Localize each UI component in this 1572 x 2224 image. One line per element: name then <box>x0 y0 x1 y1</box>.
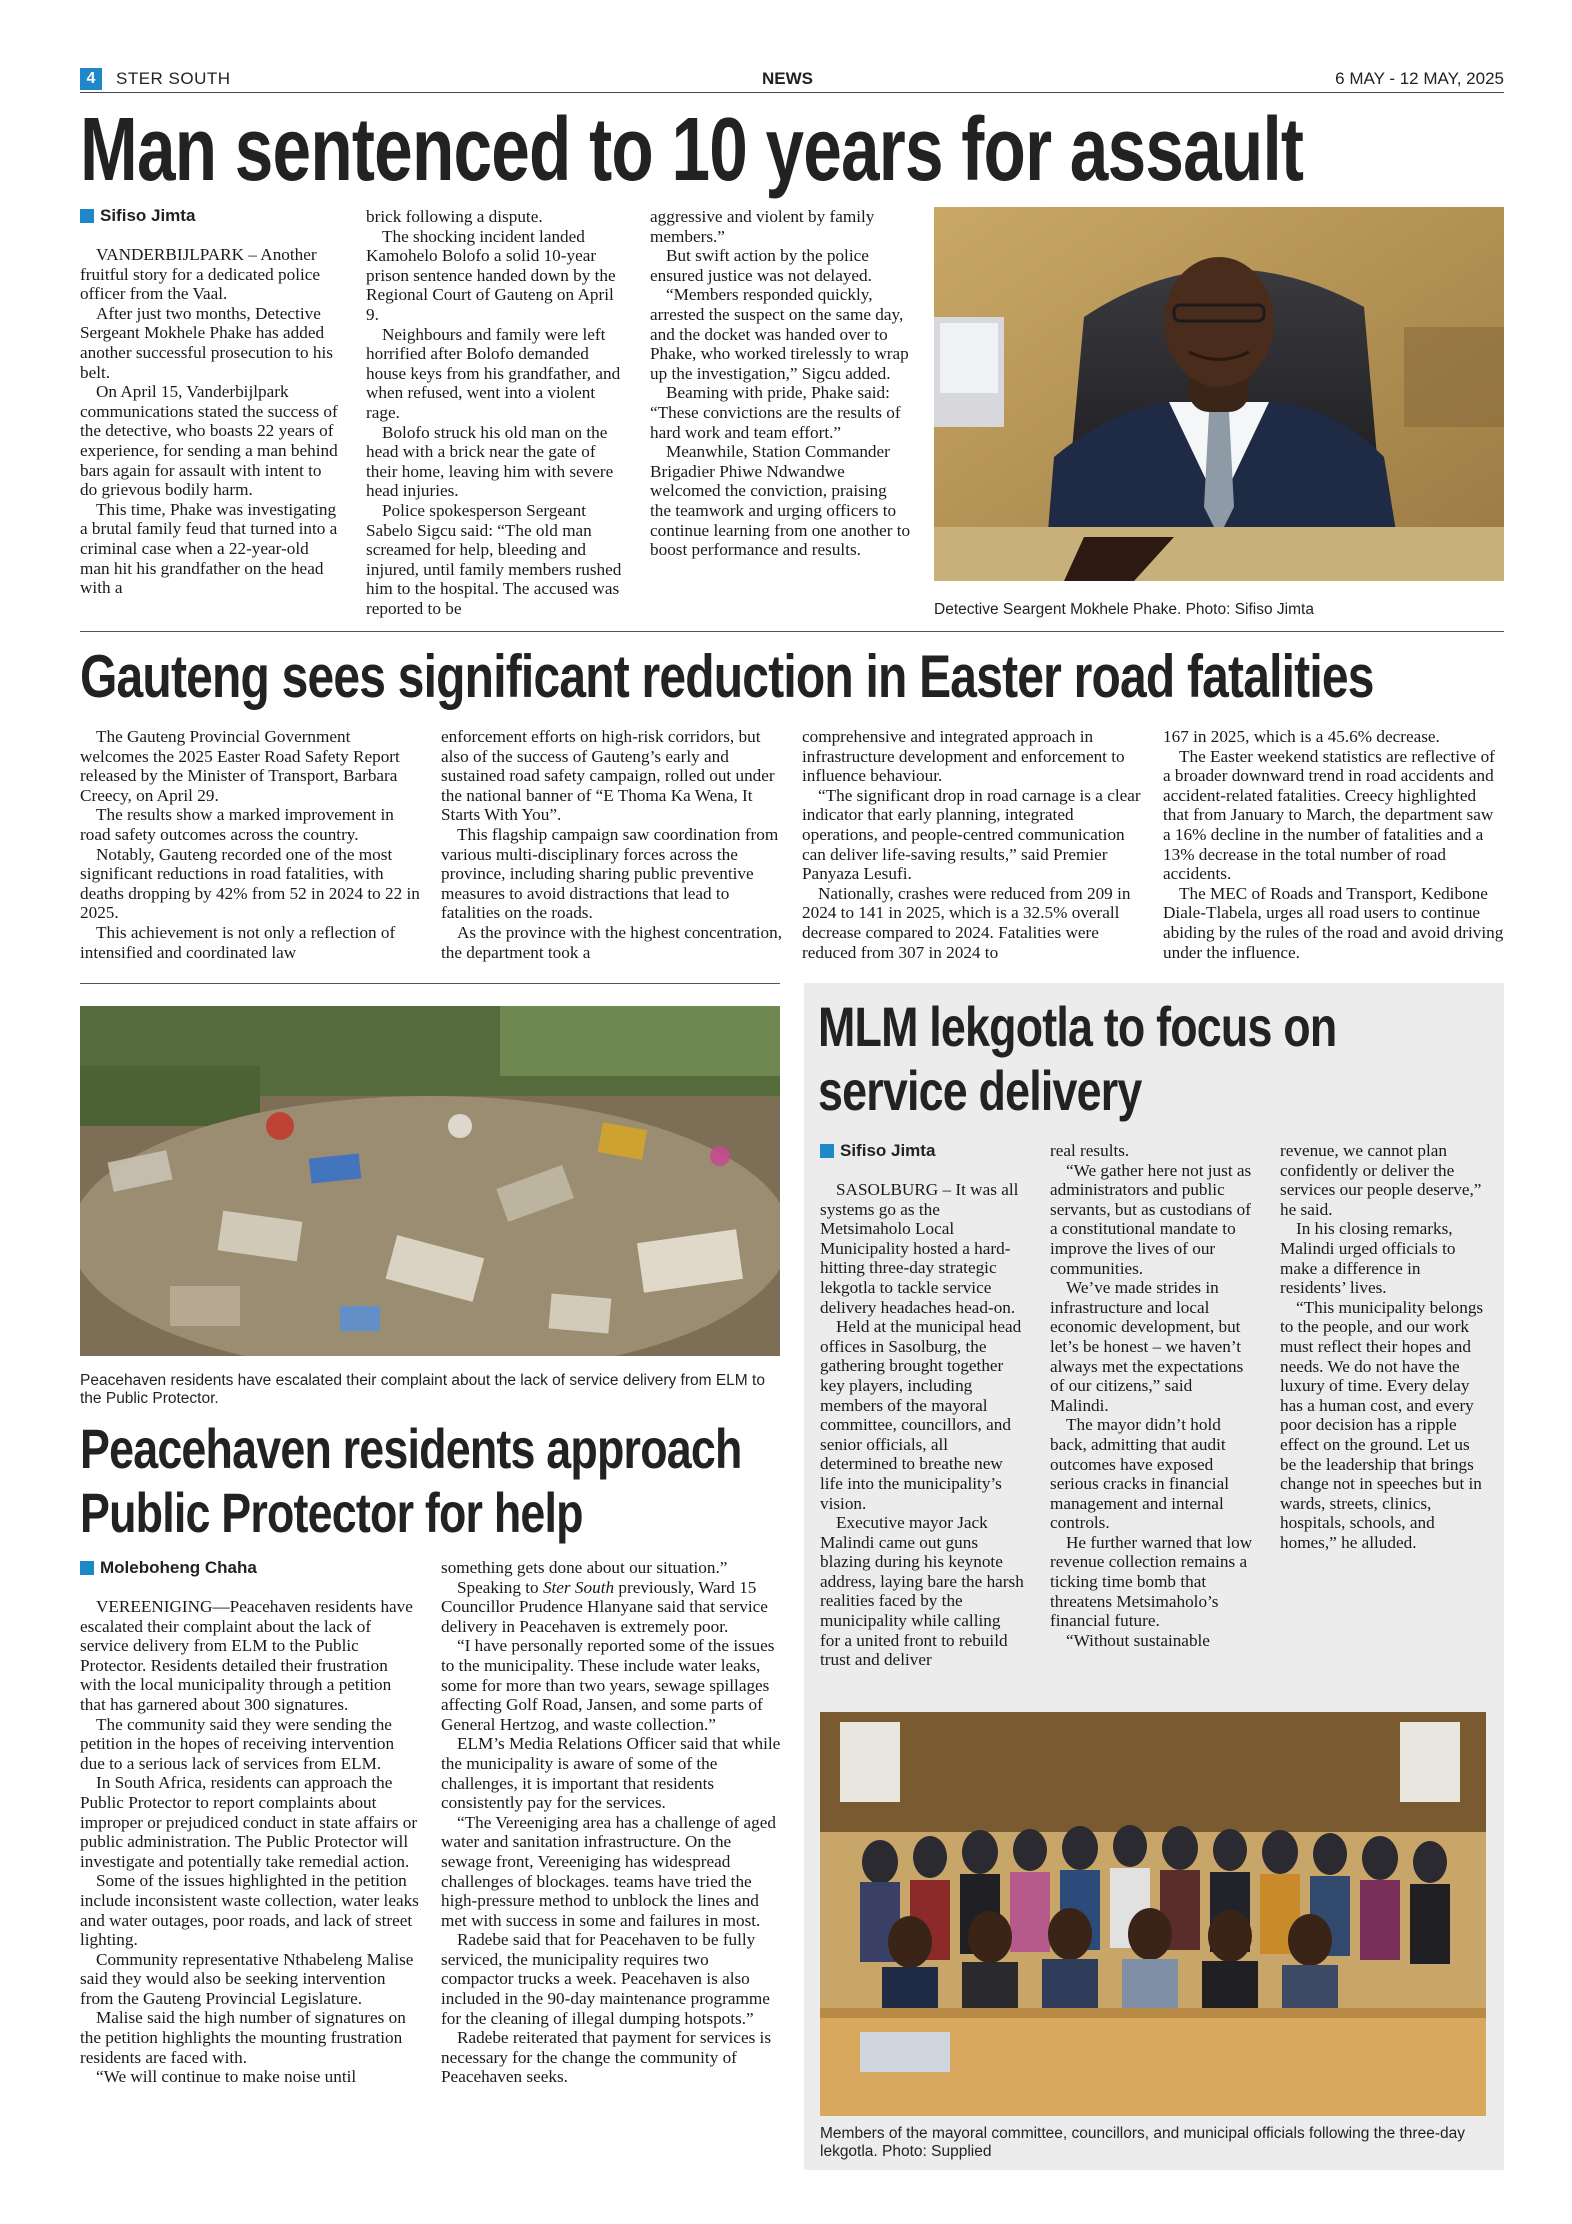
paragraph: real results. <box>1050 1141 1130 1160</box>
article2-col2 <box>441 727 783 962</box>
paragraph <box>441 1578 781 1637</box>
paragraph: “The Vereeniging area has a challenge of aged water and sanitation infrastructure. On the sewage front, Vereeniging has widespread challenges of blockages. teams have tried the high-pressure method to unblock the lines and met with success in some and failures in most. <box>441 1812 776 1930</box>
article3-col2 <box>441 1558 781 2087</box>
page-number-box <box>80 68 102 90</box>
article2-col4 <box>1163 727 1504 962</box>
article4-col3 <box>1280 1141 1488 1552</box>
paragraph: The Gauteng Provincial Government welcomes the 2025 Easter Road Safety Report released by the Minister of Transport, Barbara Creecy, on April 29. <box>80 727 400 805</box>
article4-col2 <box>1050 1141 1254 1650</box>
paragraph: As the province with the highest concentration, the department took a <box>441 922 783 962</box>
lekgotla-photo-caption: Members of the mayoral committee, councillors, and municipal officials following the three-day lekgotla. Photo: Supplied <box>820 2125 1465 2160</box>
paragraph: Nationally, crashes were reduced from 209 in 2024 to 141 in 2025, which is a 32.5% overall decrease compared to 2024. Fatalities were reduced from 307 in 2024 to <box>802 883 1131 962</box>
paragraph: Radebe reiterated that payment for services is necessary for the change the community of Peacehaven seeks. <box>441 2028 772 2087</box>
article4-headline-line2[interactable]: service delivery <box>818 1059 1142 1122</box>
article2-col1 <box>80 727 420 962</box>
paragraph: revenue, we cannot plan confidently or deliver the services our people deserve,” he said. <box>1280 1141 1482 1219</box>
paragraph: Held at the municipal head offices in Sasolburg, the gathering brought together key players, including members of the mayoral committee, councillors, and senior officials, all determined to breathe new life into the municipality’s vision. <box>820 1317 1022 1513</box>
article1-headline[interactable]: Man sentenced to 10 years for assault <box>80 100 1304 200</box>
masthead <box>80 66 1504 92</box>
lekgotla-group-photo <box>820 1712 1486 2116</box>
paragraph: Neighbours and family were left horrified after Bolofo demanded house keys from his grandfather, and when refused, went into a violent rage. <box>366 324 621 422</box>
paragraph: comprehensive and integrated approach in infrastructure development and enforcement to influence behaviour. <box>802 727 1125 786</box>
paragraph: “Members responded quickly, arrested the suspect on the same day, and the docket was handed over to Phake, who worked tirelessly to wrap up the investigation,” Sigcu added. <box>650 285 909 383</box>
paragraph: This time, Phake was investigating a brutal family feud that turned into a criminal case when a 22-year-old man hit his grandfather on the head with a <box>80 499 338 598</box>
paragraph: SASOLBURG – It was all systems go as the Metsimaholo Local Municipality hosted a hard-hitting three-day strategic lekgotla to tackle service delivery headaches head-on. <box>820 1180 1019 1317</box>
paragraph: “We gather here not just as administrators and public servants, but as custodians of a constitutional mandate to improve the lives of our communities. <box>1050 1160 1252 1278</box>
paragraph: Community representative Nthabeleng Malise said they would also be seeking intervention from the Gauteng Provincial Legislature. <box>80 1949 414 2008</box>
paragraph: The community said they were sending the petition in the hopes of receiving intervention due to a serious lack of services from ELM. <box>80 1714 395 1773</box>
paragraph: The mayor didn’t hold back, admitting that audit outcomes have exposed serious cracks in financial management and internal controls. <box>1050 1415 1229 1533</box>
paragraph: enforcement efforts on high-risk corridors, but also of the success of Gauteng’s early and sustained road safety campaign, rolled out under the national banner of “E Thoma Ka Wena, It Starts With You”. <box>441 727 775 825</box>
paragraph: Malise said the high number of signatures on the petition highlights the mounting frustration residents are faced with. <box>80 2008 406 2067</box>
article3-headline-line2[interactable]: Public Protector for help <box>80 1481 583 1544</box>
paragraph: something gets done about our situation.” <box>441 1558 728 1577</box>
paragraph: He further warned that low revenue collection remains a ticking time bomb that threatens Metsimaholo’s financial future. <box>1050 1532 1253 1631</box>
paragraph: 167 in 2025, which is a 45.6% decrease. <box>1163 727 1440 746</box>
article2-headline[interactable]: Gauteng sees significant reduction in Easter road fatalities <box>80 643 1374 710</box>
byline-marker <box>80 209 94 223</box>
paragraph: brick following a dispute. <box>366 207 543 226</box>
byline-marker <box>820 1144 834 1158</box>
paragraph: “Without sustainable <box>1066 1630 1210 1650</box>
article4-byline <box>820 1141 935 1161</box>
paragraph: “This municipality belongs to the people, and our work must reflect their hopes and needs. We do not have the luxury of time. Every delay has a human cost, and every poor decision has a ripple effect on the ground. Let us be the leadership that brings change not in speeches but in wards, streets, clinics, hospitals, schools, and homes,” he alluded. <box>1280 1297 1484 1552</box>
paragraph: But swift action by the police ensured justice was not delayed. <box>650 246 872 285</box>
masthead-rule <box>80 92 1504 93</box>
paragraph: The results show a marked improvement in road safety outcomes across the country. <box>80 805 394 844</box>
paragraph: After just two months, Detective Sergeant Mokhele Phake has added another successful prosecution to his belt. <box>80 303 333 382</box>
paragraph: The Easter weekend statistics are reflective of a broader downward trend in road accidents and accident-related fatalities. Creecy highlighted that from January to March, the department saw a 16% decline in the number of fatalities and a 13% decrease in the total number of road accidents. <box>1163 746 1495 884</box>
byline-author: Sifiso Jimta <box>840 1141 936 1160</box>
article2-col3 <box>802 727 1144 962</box>
paragraph: Bolofo struck his old man on the head with a brick near the gate of their home, leaving him with severe head injuries. <box>366 422 614 501</box>
section-rule-2 <box>80 983 780 984</box>
paragraph: In South Africa, residents can approach the Public Protector to report complaints about improper or prejudiced conduct in state affairs or public administration. The Public Protector will investigate and potentially take remedial action. <box>80 1773 418 1871</box>
paragraph: This flagship campaign saw coordination from various multi-disciplinary forces across the province, including sharing public preventive measures to avoid distractions that lead to fatalities on the roads. <box>441 824 779 923</box>
paragraph: The shocking incident landed Kamohelo Bolofo a solid 10-year prison sentence handed down by the Regional Court of Gauteng on April 9. <box>366 226 616 324</box>
byline-marker <box>80 1561 94 1575</box>
dumping-site-caption: Peacehaven residents have escalated their complaint about the lack of service delivery from ELM to the Public Protector. <box>80 1372 765 1407</box>
article4-col1 <box>820 1180 1024 1670</box>
paragraph: “I have personally reported some of the issues to the municipality. These include water leaks, some for more than two years, sewage spillages affecting Golf Road, Jansen, and some parts of General Hertzog, and waste collection.” <box>441 1636 775 1734</box>
article4-headline-line1[interactable]: MLM lekgotla to focus on <box>818 995 1337 1058</box>
paragraph: We’ve made strides in infrastructure and local economic development, but let’s be honest – we haven’t always met the expectations of our citizens,” said Malindi. <box>1050 1278 1244 1415</box>
paragraph: On April 15, Vanderbijlpark communications stated the success of the detective, who boasts 22 years of experience, for sending a man behind bars again for assault with intent to do grievous bodily harm. <box>80 382 338 500</box>
article3-headline-line1[interactable]: Peacehaven residents approach <box>80 1417 742 1480</box>
paragraph: VEREENIGING—Peacehaven residents have escalated their complaint about the lack of service delivery from ELM to the Public Protector. Residents detailed their frustration with the local municipality through a petition that has garnered about 300 signatures. <box>80 1597 413 1714</box>
article1-byline <box>80 206 195 226</box>
paragraph: Beaming with pride, Phake said: “These convictions are the results of hard work and team effort.” <box>650 383 901 442</box>
paragraph: aggressive and violent by family members.” <box>650 207 875 246</box>
section-rule-1 <box>80 631 1504 632</box>
paragraph: Some of the issues highlighted in the petition include inconsistent waste collection, water leaks and water outages, poor roads, and lack of street lighting. <box>80 1871 419 1950</box>
lekgotla-group-illustration <box>820 1712 1486 2116</box>
paragraph: The MEC of Roads and Transport, Kedibone Diale-Tlabela, urges all road users to continue abiding by the rules of the road and avoid driving under the influence. <box>1163 883 1504 962</box>
article1-col1 <box>80 245 340 598</box>
issue-date: 6 MAY - 12 MAY, 2025 <box>1335 69 1504 88</box>
section-label: NEWS <box>762 69 813 88</box>
article3-byline <box>80 1558 257 1578</box>
paragraph: Meanwhile, Station Commander Brigadier Phiwe Ndwandwe welcomed the conviction, praising the teamwork and urging officers to continue learning from one another to boost performance and results. <box>650 442 911 560</box>
dumping-site-illustration <box>80 1006 780 1356</box>
article1-col3 <box>650 207 912 560</box>
byline-author: Moleboheng Chaha <box>100 1558 257 1577</box>
paragraph: Executive mayor Jack Malindi came out guns blazing during his keynote address, laying bare the harsh realities faced by the municipality while calling for a united front to rebuild trust and deliver <box>820 1513 1024 1670</box>
paragraph: “The significant drop in road carnage is a clear indicator that early planning, integrated operations, and people-centred communication can deliver life-saving results,” said Premier Panyaza Lesufi. <box>802 785 1141 884</box>
paragraph: VANDERBIJLPARK – Another fruitful story for a dedicated police officer from the Vaal. <box>80 245 321 304</box>
detective-photo-illustration <box>934 207 1504 581</box>
page-number: 4 <box>86 70 96 87</box>
dumping-site-photo <box>80 1006 780 1356</box>
publication-name: STER SOUTH <box>116 69 231 88</box>
text-run: Speaking to <box>457 1577 543 1597</box>
paragraph: In his closing remarks, Malindi urged officials to make a difference in residents’ lives. <box>1280 1219 1456 1298</box>
publication-italic: Ster South <box>542 1577 615 1597</box>
paragraph: This achievement is not only a reflection of intensified and coordinated law <box>80 922 396 962</box>
paragraph: Notably, Gauteng recorded one of the most significant reductions in road fatalities, with deaths dropping by 42% from 52 in 2024 to 22 in 2025. <box>80 844 420 923</box>
paragraph: “We will continue to make noise until <box>96 2067 357 2087</box>
article1-col2 <box>366 207 628 618</box>
paragraph: Police spokesperson Sergeant Sabelo Sigcu said: “The old man screamed for help, bleeding and injured, until family members rushed him to the hospital. The accused was reported to be <box>366 500 622 618</box>
paragraph: ELM’s Media Relations Officer said that while the municipality is aware of some of the challenges, it is important that residents consistently pay for the services. <box>441 1734 781 1813</box>
byline-author: Sifiso Jimta <box>100 206 196 225</box>
detective-photo <box>934 207 1504 581</box>
paragraph: Radebe said that for Peacehaven to be fully serviced, the municipality requires two compactor trucks a week. Peacehaven is also included in the 90-day maintenance programme for the cleaning of illegal dumping hotspots.” <box>441 1930 770 2028</box>
article3-col1 <box>80 1597 420 2087</box>
text-run: previously, Ward 15 Councillor Prudence Hlanyane said that service delivery in Peacehaven is extremely poor. <box>441 1577 768 1636</box>
detective-photo-caption: Detective Seargent Mokhele Phake. Photo: Sifiso Jimta <box>934 601 1314 618</box>
